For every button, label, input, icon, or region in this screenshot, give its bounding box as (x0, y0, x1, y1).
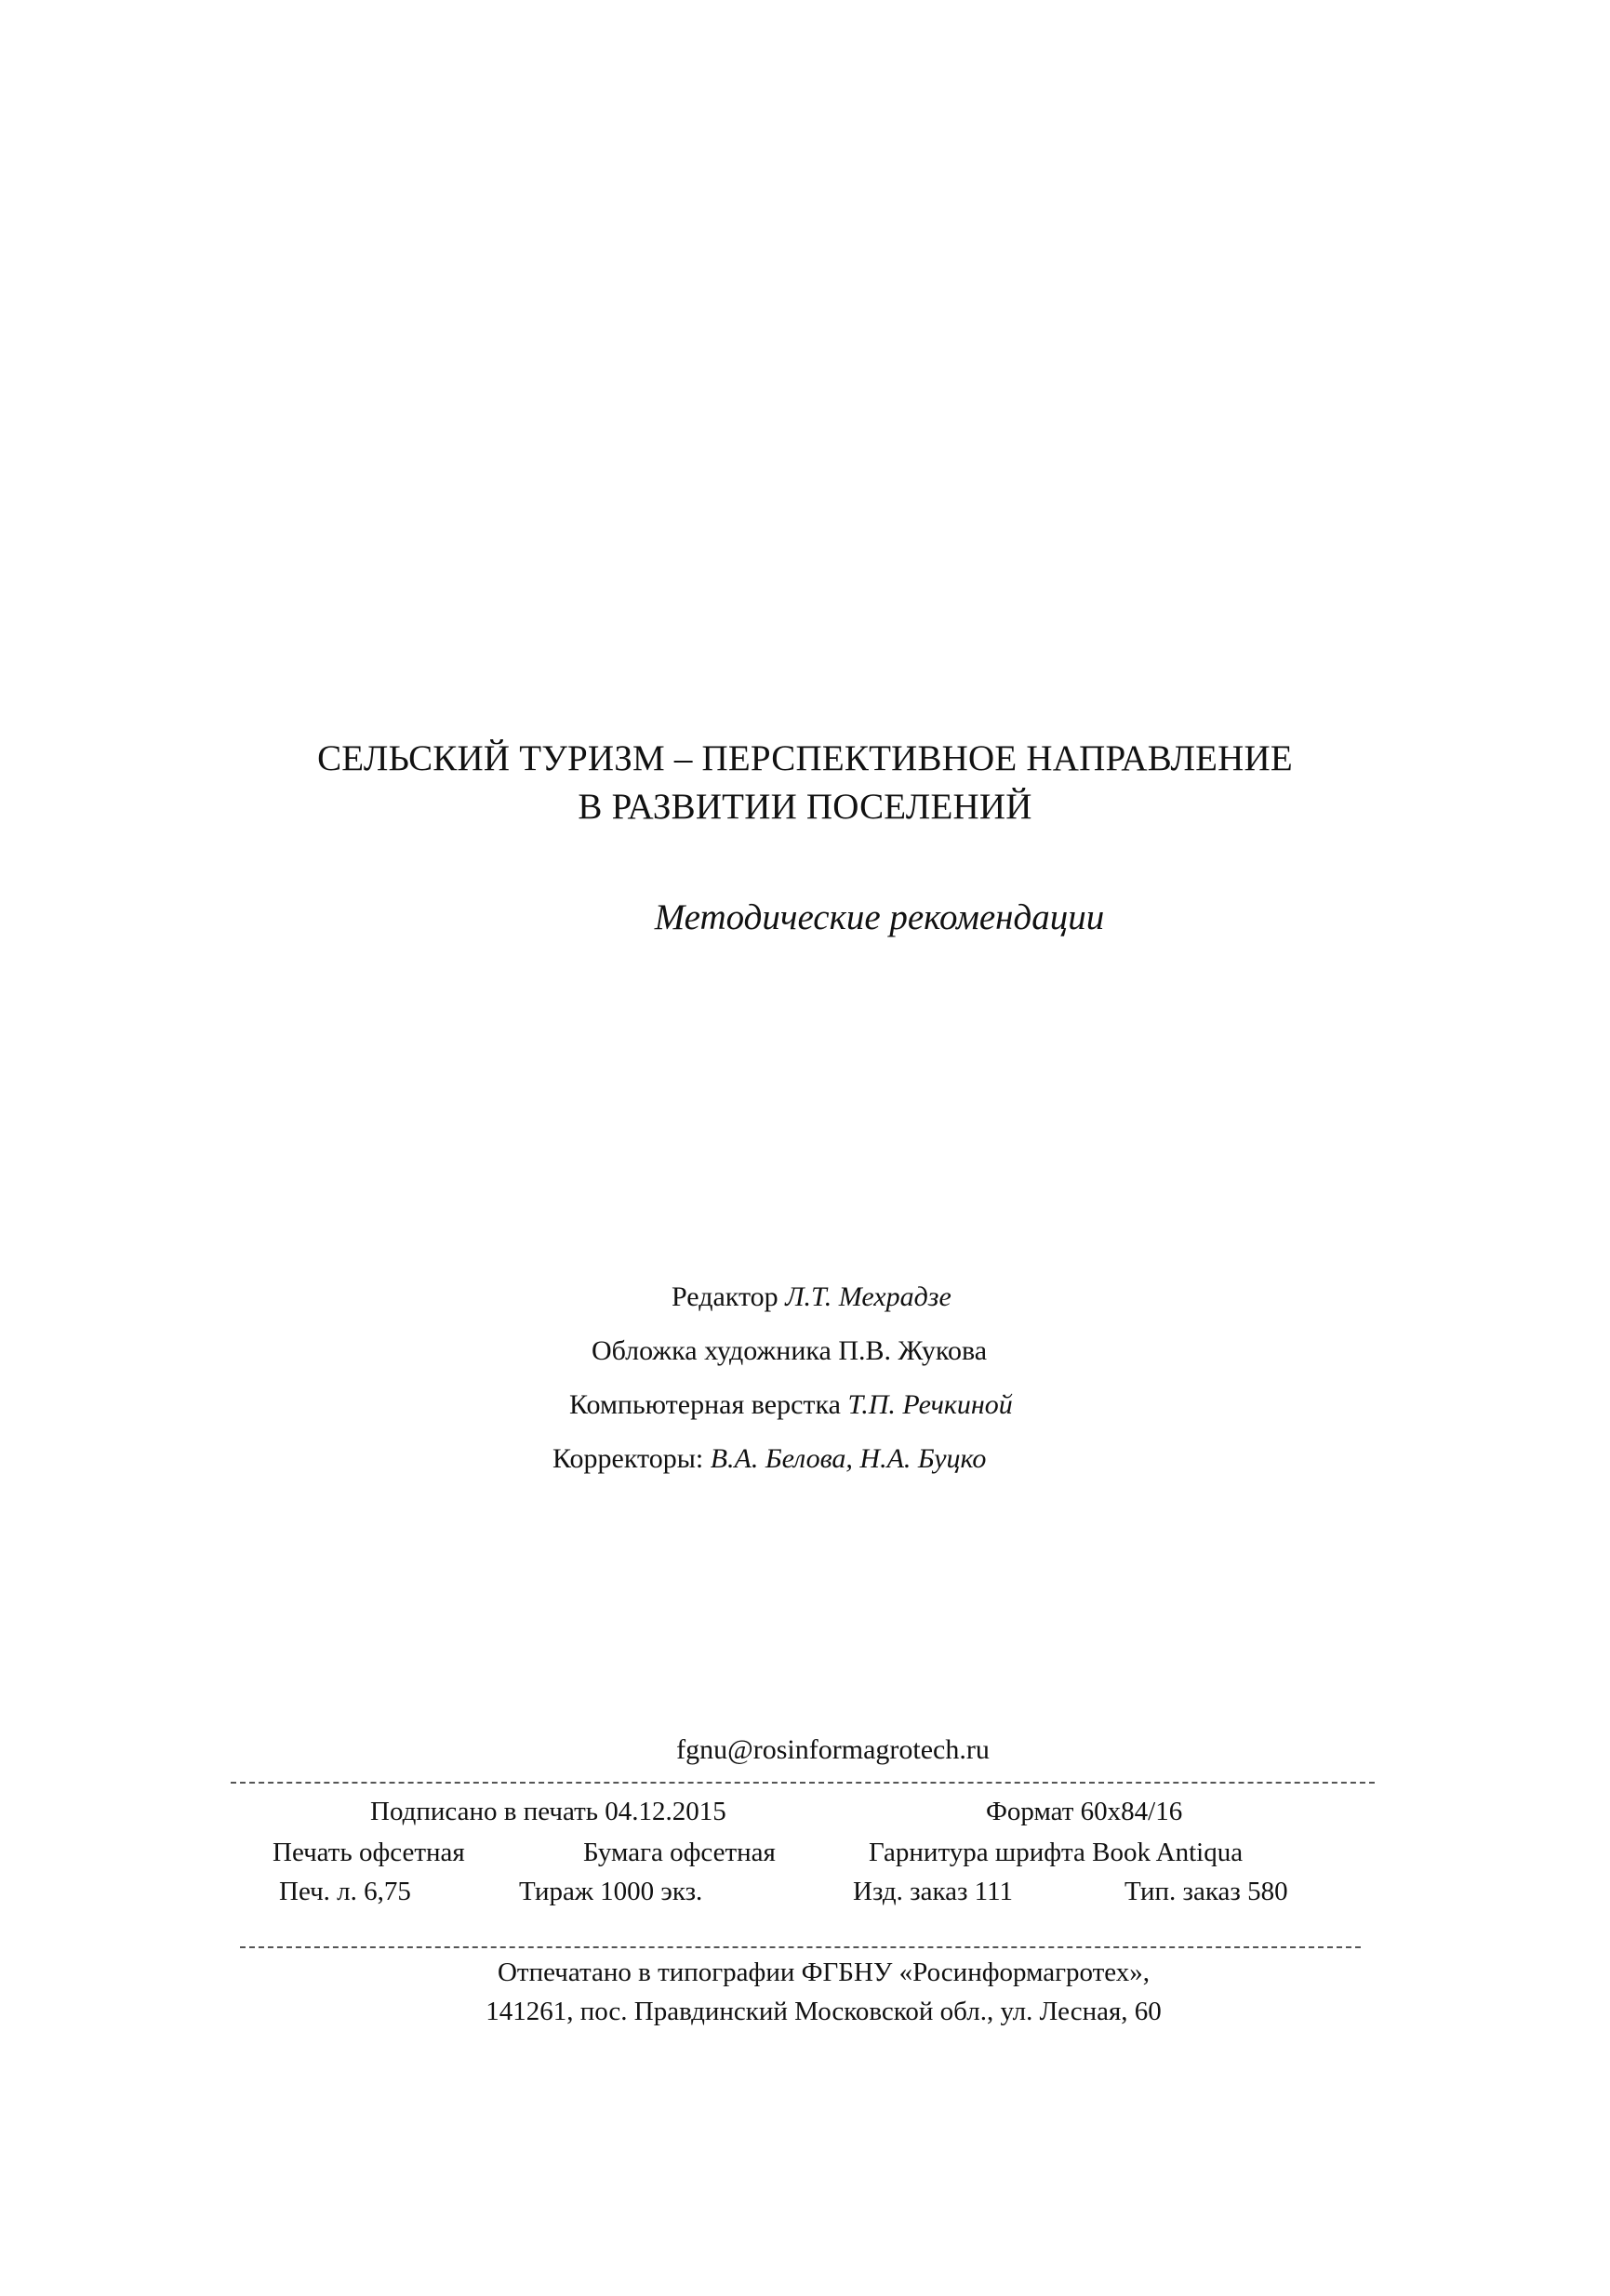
layout-name: Т.П. Речкиной (847, 1389, 1013, 1420)
typeface: Гарнитура шрифта Book Antiqua (869, 1838, 1244, 1867)
cover-artist: Обложка художника П.В. Жукова (592, 1335, 988, 1366)
printing-house-line-2: 141261, пос. Правдинский Московской обл., ул. Лесная, 60 (486, 1997, 1162, 2026)
layout-label: Компьютерная верстка (569, 1389, 841, 1420)
book-title (0, 735, 1610, 831)
signed-date: Подписано в печать 04.12.2015 (370, 1797, 726, 1826)
credits-block (0, 1270, 1610, 1486)
format: Формат 60х84/16 (986, 1797, 1183, 1826)
print-run: Тираж 1000 экз. (519, 1877, 703, 1906)
proof-names: В.А. Белова, Н.А. Буцко (710, 1443, 987, 1474)
credit-proofreaders (0, 1432, 1610, 1486)
printing-house (0, 1953, 1610, 2031)
book-title-line-1: СЕЛЬСКИЙ ТУРИЗМ – ПЕРСПЕКТИВНОЕ НАПРАВЛЕНИЕ (317, 738, 1293, 778)
print-type: Печать офсетная (273, 1838, 465, 1867)
editor-label: Редактор (672, 1281, 778, 1312)
credit-editor (0, 1270, 1610, 1324)
paper-type: Бумага офсетная (583, 1838, 776, 1867)
dashed-divider-bottom (240, 1946, 1361, 1948)
book-subtitle: Методические рекомендации (654, 897, 1105, 937)
credit-layout (0, 1378, 1610, 1432)
credit-cover (0, 1324, 1610, 1378)
printing-order: Тип. заказ 580 (1124, 1877, 1288, 1906)
editor-name: Л.Т. Мехрадзе (785, 1281, 951, 1312)
publisher-order: Изд. заказ 111 (853, 1877, 1014, 1906)
book-title-line-2: В РАЗВИТИИ ПОСЕЛЕНИЙ (578, 787, 1032, 827)
proof-label: Корректоры: (552, 1443, 704, 1474)
printing-house-line-1: Отпечатано в типографии ФГБНУ «Росинформагротех», (497, 1958, 1151, 1987)
dashed-divider-top (231, 1782, 1375, 1784)
print-sheets: Печ. л. 6,75 (279, 1877, 411, 1906)
contact-email: fgnu@rosinformagrotech.ru (676, 1734, 990, 1765)
